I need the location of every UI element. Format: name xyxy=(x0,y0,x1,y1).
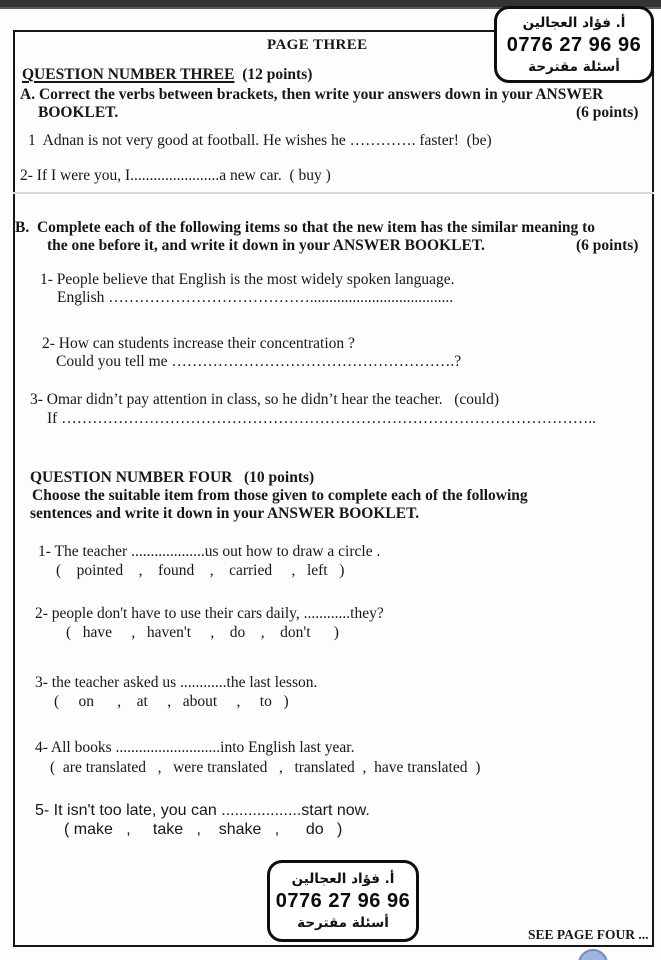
see-next-page-note: SEE PAGE FOUR ... xyxy=(528,927,649,942)
part-b-item-2-line1: 2- How can students increase their concentration ? xyxy=(42,335,355,352)
part-b-instruction-line2: the one before it, and write it down in your ANSWER BOOKLET. xyxy=(47,237,485,254)
question-four-points: (10 points) xyxy=(232,469,315,486)
part-b-item-1-line1: 1- People believe that English is the most widely spoken language. xyxy=(40,271,455,288)
part-a-item-2: 2- If I were you, I.......................a new car. ( buy ) xyxy=(20,167,331,184)
question-four-item-5-choices: ( make , take , shake , do ) xyxy=(64,821,343,838)
question-four-instruction-line1: Choose the suitable item from those given to complete each of the following xyxy=(32,487,528,504)
part-b-item-2-answer-line: Could you tell me ……………………………………………….? xyxy=(56,353,462,370)
stamp-subtitle: أسئلة مقترحة xyxy=(297,915,389,931)
question-four-heading xyxy=(30,469,314,487)
part-a-instruction-line1: A. Correct the verbs between brackets, then write your answers down in your ANSWER xyxy=(20,86,604,103)
question-four-item-3-choices: ( on , at , about , to ) xyxy=(54,693,289,710)
page-title: PAGE THREE xyxy=(267,37,368,53)
partial-blue-sticker xyxy=(578,949,608,960)
question-four-item-2-sentence: 2- people don't have to use their cars daily, ............they? xyxy=(35,605,384,622)
teacher-stamp-top xyxy=(494,6,654,83)
stamp-subtitle: أسئلة مقترحة xyxy=(528,58,620,75)
teacher-name: أ. فؤاد العجالين xyxy=(522,14,626,31)
section-divider xyxy=(13,192,654,194)
question-three-heading xyxy=(22,66,312,84)
question-three-points: (12 points) xyxy=(234,66,313,83)
question-four-item-4-sentence: 4- All books ...........................into English last year. xyxy=(35,739,355,756)
question-four-item-4-choices: ( are translated , were translated , translated , have translated ) xyxy=(50,759,481,776)
question-four-item-3-sentence: 3- the teacher asked us ............the last lesson. xyxy=(35,674,318,691)
teacher-phone: 0776 27 96 96 xyxy=(506,33,642,56)
teacher-phone: 0776 27 96 96 xyxy=(275,890,411,912)
teacher-name: أ. فؤاد العجالين xyxy=(291,871,395,887)
question-four-instruction-line2: sentences and write it down in your ANSWER BOOKLET. xyxy=(30,505,420,522)
teacher-stamp-bottom xyxy=(267,860,419,942)
part-a-points: (6 points) xyxy=(576,104,639,121)
part-b-item-1-answer-line: English …………………………………..................................... xyxy=(57,289,454,306)
part-a-item-1: 1 Adnan is not very good at football. He wishes he …………. faster! (be) xyxy=(28,132,492,149)
question-four-title: QUESTION NUMBER FOUR xyxy=(30,469,233,486)
question-four-item-1-sentence: 1- The teacher ...................us out how to draw a circle . xyxy=(38,543,381,560)
question-three-title: QUESTION NUMBER THREE xyxy=(22,66,235,83)
part-b-instruction-line1: B. Complete each of the following items so that the new item has the similar meaning to xyxy=(15,219,596,236)
question-four-item-1-choices: ( pointed , found , carried , left ) xyxy=(56,562,345,579)
part-b-item-3-line1: 3- Omar didn’t pay attention in class, so he didn’t hear the teacher. (could) xyxy=(30,391,500,408)
question-four-item-2-choices: ( have , haven't , do , don't ) xyxy=(66,624,339,641)
part-b-item-3-answer-line: If ………………………………………………………………………………………….. xyxy=(47,410,596,427)
part-a-instruction-line2: BOOKLET. xyxy=(38,104,119,121)
question-four-item-5-sentence: 5- It isn't too late, you can ..................start now. xyxy=(35,802,370,819)
part-b-points: (6 points) xyxy=(576,237,639,254)
